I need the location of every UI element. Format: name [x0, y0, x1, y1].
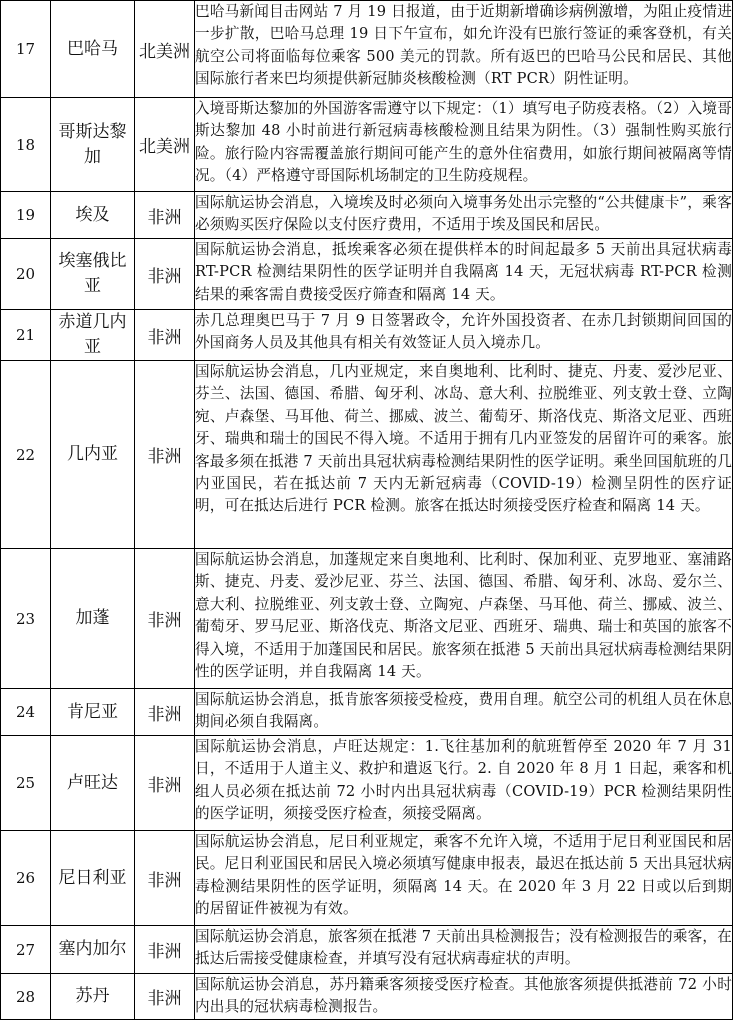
- policy-text: 国际航运协会消息，旅客须在抵港 7 天前出具检测报告；没有检测报告的乘客，在抵达后需接受健康检查，并填写没有冠状病毒症状的声明。: [195, 926, 733, 974]
- policy-text: 入境哥斯达黎加的外国游客需遵守以下规定：（1）填写电子防疫表格。（2）入境哥斯达黎加 48 小时前进行新冠病毒核酸检测且结果为阴性。（3）强制性购买旅行险。旅行险内容需覆盖旅行期间可能产生的意外住宿费用，如旅行期间被隔离等情况。（4）严格遵守哥国际机场制定的卫生防疫规程。: [195, 98, 733, 192]
- table-row: [1, 239, 733, 310]
- policy-text: 国际航运协会消息，苏丹籍乘客须接受医疗检查。其他旅客须提供抵港前 72 小时内出具的冠状病毒检测报告。: [195, 974, 733, 1020]
- row-number: 27: [1, 926, 51, 974]
- policy-text: 国际航运协会消息，抵埃乘客必须在提供样本的时间起最多 5 天前出具冠状病毒 RT-PCR 检测结果阴性的医学证明并自我隔离 14 天，无冠状病毒 RT-PCR 检测结果的乘客需自费接受医疗筛查和隔离 14 天。: [195, 239, 733, 310]
- row-number: 18: [1, 98, 51, 192]
- country-name: 埃及: [51, 192, 135, 239]
- policy-text: 国际航运协会消息，抵肯旅客须接受检疫，费用自理。航空公司的机组人员在休息期间必须自我隔离。: [195, 689, 733, 736]
- country-name: 巴哈马: [51, 1, 135, 98]
- policy-text: 巴哈马新闻目击网站 7 月 19 日报道，由于近期新增确诊病例激增，为阻止疫情进一步扩散，巴哈马总理 19 日下午宣布，如允许没有巴旅行签证的乘客登机，有关航空公司将面临每位乘客 500 美元的罚款。所有返巴的巴哈马公民和居民、其他国际旅行者来巴均须提供新冠肺炎核酸检测（RT PCR）阴性证明。: [195, 1, 733, 98]
- row-number: 19: [1, 192, 51, 239]
- country-name: 哥斯达黎加: [51, 98, 135, 192]
- policy-text: 国际航运协会消息，尼日利亚规定，乘客不允许入境，不适用于尼日利亚国民和居民。尼日利亚国民和居民入境必须填写健康申报表，最迟在抵达前 5 天出具冠状病毒检测结果阴性的医学证明，须隔离 14 天。在 2020 年 3 月 22 日或以后到期的居留证件被视为有效。: [195, 831, 733, 926]
- row-number: 22: [1, 361, 51, 549]
- table-row: [1, 974, 733, 1020]
- region-name: 非洲: [135, 831, 195, 926]
- policy-text: 国际航运协会消息，卢旺达规定：1.飞往基加利的航班暂停至 2020 年 7 月 31 日，不适用于人道主义、救护和遣返飞行。2. 自 2020 年 8 月 1 日起，乘客和机组人员必须在抵达前 72 小时内出具冠状病毒（COVID-19）PCR 检测结果阴性的医学证明，须接受医疗检查，须接受隔离。: [195, 736, 733, 831]
- table-row: [1, 689, 733, 736]
- country-name: 肯尼亚: [51, 689, 135, 736]
- policy-text: 国际航运协会消息，几内亚规定，来自奥地利、比利时、捷克、丹麦、爱沙尼亚、芬兰、法国、德国、希腊、匈牙利、冰岛、意大利、拉脱维亚、列支敦士登、立陶宛、卢森堡、马耳他、荷兰、挪威、波兰、葡萄牙、斯洛伐克、斯洛文尼亚、西班牙、瑞典和瑞士的国民不得入境。不适用于拥有几内亚签发的居留许可的乘客。旅客最多须在抵港 7 天前出具冠状病毒检测结果阴性的医学证明。乘坐回国航班的几内亚国民，若在抵达前 7 天内无新冠病毒（COVID-19）检测呈阴性的医疗证明，可在抵达后进行 PCR 检测。旅客在抵达时须接受医疗检查和隔离 14 天。: [195, 361, 733, 549]
- policy-text: 赤几总理奥巴马于 7 月 9 日签署政令，允许外国投资者、在赤几封锁期间回国的外国商务人员及其他具有相关有效签证人员入境赤几。: [195, 310, 733, 361]
- region-name: 非洲: [135, 239, 195, 310]
- region-name: 非洲: [135, 926, 195, 974]
- table-row: [1, 361, 733, 549]
- row-number: 20: [1, 239, 51, 310]
- region-name: 非洲: [135, 549, 195, 689]
- row-number: 23: [1, 549, 51, 689]
- country-name: 卢旺达: [51, 736, 135, 831]
- region-name: 非洲: [135, 974, 195, 1020]
- table-row: [1, 736, 733, 831]
- country-name: 赤道几内亚: [51, 310, 135, 361]
- country-name: 塞内加尔: [51, 926, 135, 974]
- region-name: 非洲: [135, 192, 195, 239]
- table-row: [1, 549, 733, 689]
- table-row: [1, 192, 733, 239]
- region-name: 非洲: [135, 736, 195, 831]
- country-name: 尼日利亚: [51, 831, 135, 926]
- region-name: 非洲: [135, 689, 195, 736]
- table-row: [1, 98, 733, 192]
- region-name: 非洲: [135, 310, 195, 361]
- table-body: [1, 1, 733, 1020]
- row-number: 24: [1, 689, 51, 736]
- row-number: 26: [1, 831, 51, 926]
- region-name: 北美洲: [135, 98, 195, 192]
- row-number: 21: [1, 310, 51, 361]
- row-number: 28: [1, 974, 51, 1020]
- region-name: 北美洲: [135, 1, 195, 98]
- row-number: 17: [1, 1, 51, 98]
- table-row: [1, 831, 733, 926]
- row-number: 25: [1, 736, 51, 831]
- region-name: 非洲: [135, 361, 195, 549]
- policy-text: 国际航运协会消息，入境埃及时必须向入境事务处出示完整的“公共健康卡”，乘客必须购买医疗保险以支付医疗费用，不适用于埃及国民和居民。: [195, 192, 733, 239]
- country-name: 加蓬: [51, 549, 135, 689]
- country-name: 几内亚: [51, 361, 135, 549]
- table-row: [1, 310, 733, 361]
- country-name: 苏丹: [51, 974, 135, 1020]
- country-name: 埃塞俄比亚: [51, 239, 135, 310]
- table-row: [1, 926, 733, 974]
- policy-text: 国际航运协会消息，加蓬规定来自奥地利、比利时、保加利亚、克罗地亚、塞浦路斯、捷克、丹麦、爱沙尼亚、芬兰、法国、德国、希腊、匈牙利、冰岛、爱尔兰、意大利、拉脱维亚、列支敦士登、立陶宛、卢森堡、马耳他、荷兰、挪威、波兰、葡萄牙、罗马尼亚、斯洛伐克、斯洛文尼亚、西班牙、瑞典、瑞士和英国的旅客不得入境，不适用于加蓬国民和居民。旅客须在抵港 5 天前出具冠状病毒检测结果阴性的医学证明，并自我隔离 14 天。: [195, 549, 733, 689]
- table-row: [1, 1, 733, 98]
